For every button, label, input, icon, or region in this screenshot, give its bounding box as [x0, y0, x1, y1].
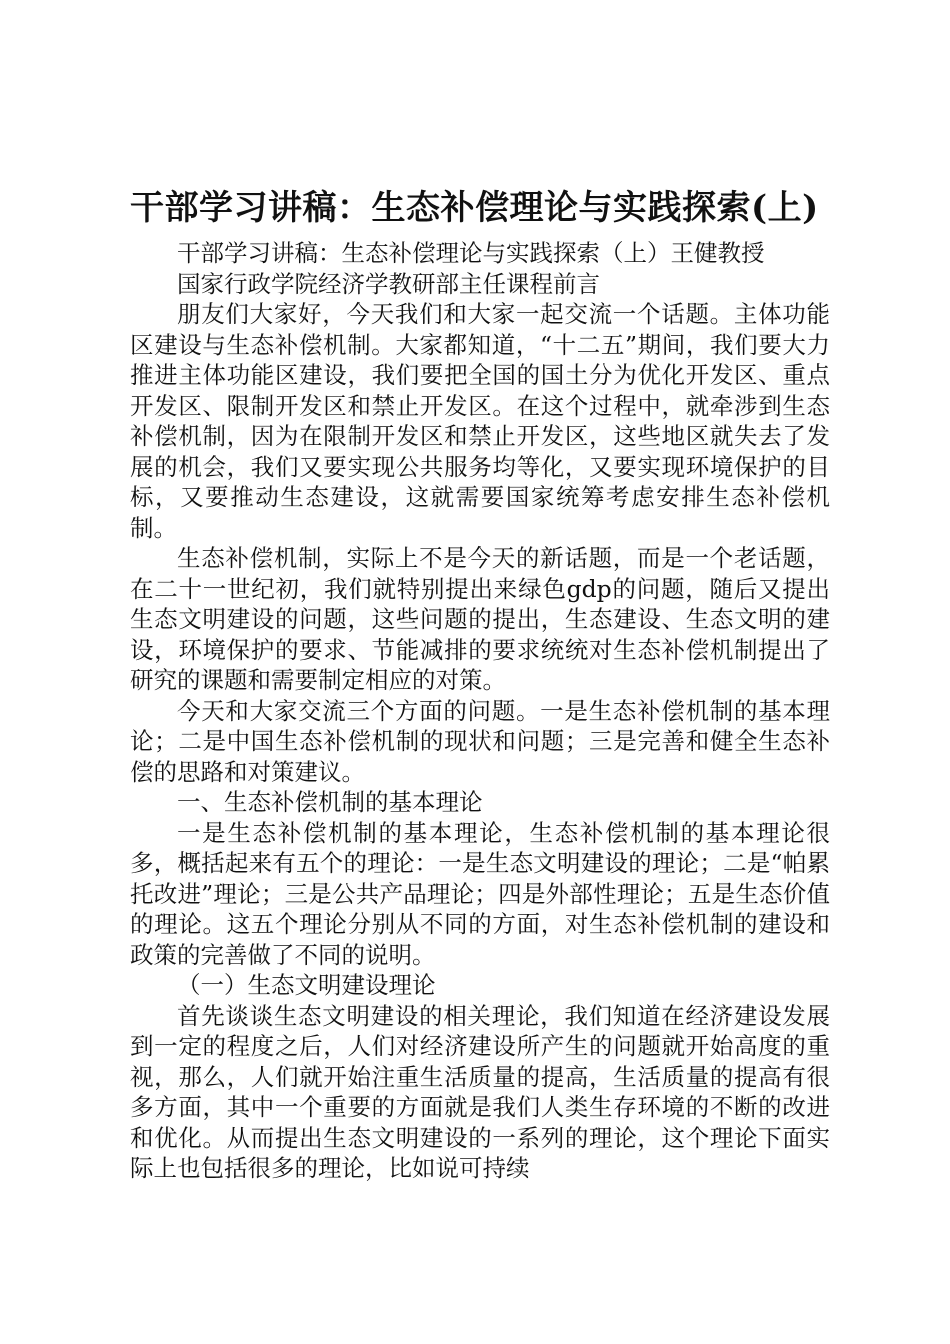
section-1-paragraph: 一是生态补偿机制的基本理论，生态补偿机制的基本理论很多，概括起来有五个的理论：一是生态文明建设的理论；二是“帕累托改进”理论；三是公共产品理论；四是外部性理论；五是生态价值的理论。这五个理论分别从不同的方面，对生态补偿机制的建设和政策的完善做了不同的说明。 [130, 818, 830, 969]
byline-line-1: 干部学习讲稿：生态补偿理论与实践探索（上）王健教授 [177, 239, 765, 267]
background-paragraph: 生态补偿机制，实际上不是今天的新话题，而是一个老话题，在二十一世纪初，我们就特别提出来绿色gdp的问题，随后又提出生态文明建设的问题，这些问题的提出，生态建设、生态文明的建设，环境保护的要求、节能减排的要求统统对生态补偿机制提出了研究的课题和需要制定相应的对策。 [130, 544, 830, 694]
outline-paragraph: 今天和大家交流三个方面的问题。一是生态补偿机制的基本理论；二是中国生态补偿机制的现状和问题；三是完善和健全生态补偿的思路和对策建议。 [130, 696, 830, 786]
byline-line-2: 国家行政学院经济学教研部主任课程前言 [177, 269, 600, 298]
document-title: 干部学习讲稿：生态补偿理论与实践探索(上) [130, 188, 819, 228]
section-1-heading: 一、生态补偿机制的基本理论 [177, 788, 483, 816]
subsection-1-paragraph: 首先谈谈生态文明建设的相关理论，我们知道在经济建设发展到一定的程度之后，人们对经济建设所产生的问题就开始高度的重视，那么，人们就开始注重生活质量的提高，生活质量的提高有很多方面，其中一个重要的方面就是我们人类生存环境的不断的改进和优化。从而提出生态文明建设的一系列的理论，这个理论下面实际上也包括很多的理论，比如说可持续 [130, 1001, 830, 1182]
intro-paragraph: 朋友们大家好，今天我们和大家一起交流一个话题。主体功能区建设与生态补偿机制。大家都知道，“十二五”期间，我们要大力推进主体功能区建设，我们要把全国的国土分为优化开发区、重点开发区、限制开发区和禁止开发区。在这个过程中，就牵涉到生态补偿机制，因为在限制开发区和禁止开发区，这些地区就失去了发展的机会，我们又要实现公共服务均等化，又要实现环境保护的目标，又要推动生态建设，这就需要国家统筹考虑安排生态补偿机制。 [130, 300, 830, 542]
subsection-1-heading: （一）生态文明建设理论 [177, 971, 436, 999]
document-page [130, 186, 830, 1184]
